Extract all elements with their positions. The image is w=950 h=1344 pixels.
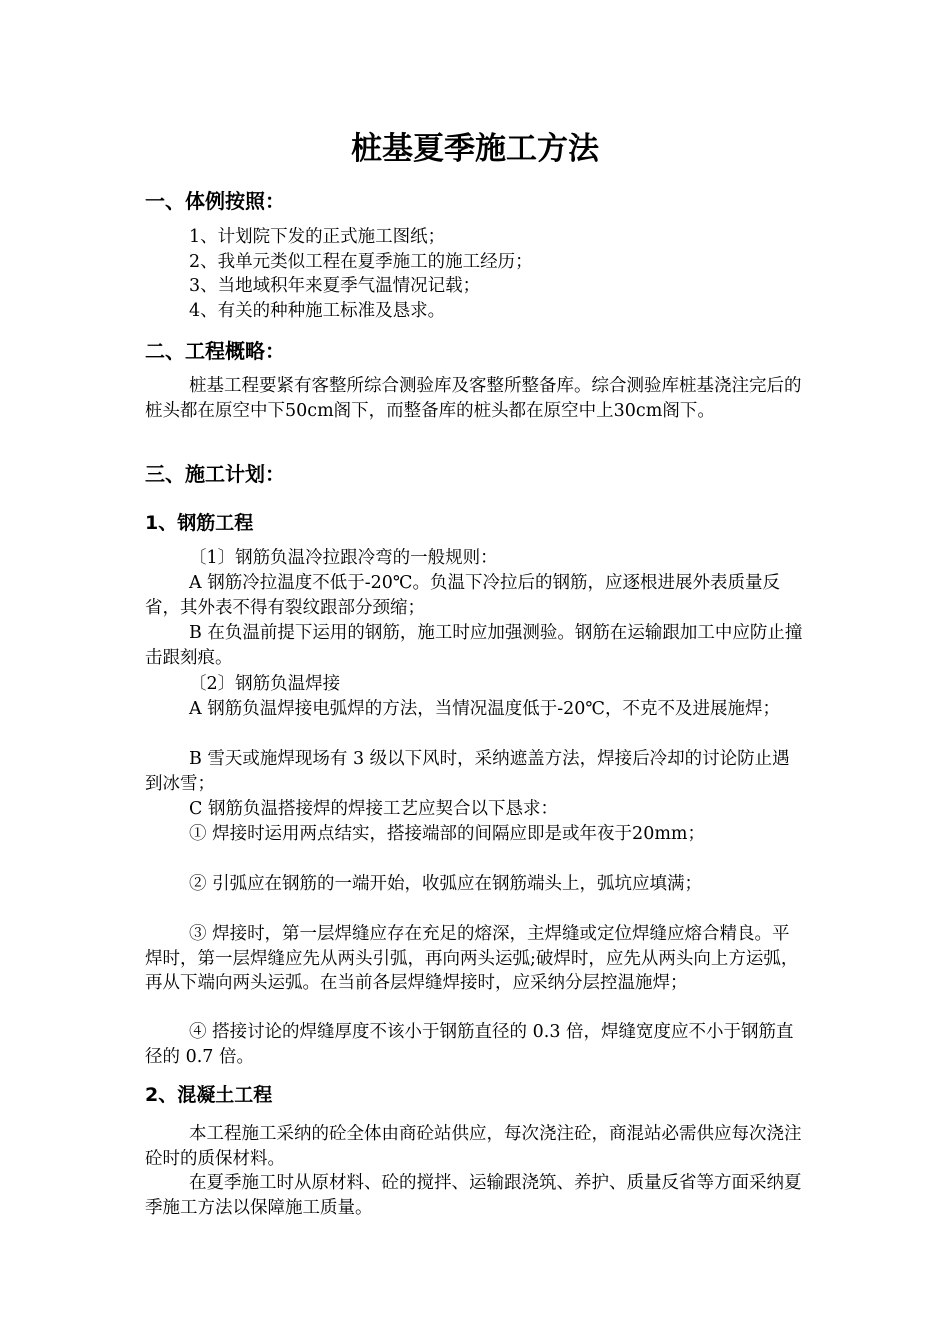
subsection-heading-concrete: 2、混凝土工程 — [145, 1084, 273, 1106]
paragraph: 〔1〕钢筋负温冷拉跟冷弯的一般规则： — [189, 548, 498, 568]
paragraph: 本工程施工采纳的砼全体由商砼站供应，每次浇注砼，商混站必需供应每次浇注砼时的质保材料。 — [145, 1124, 802, 1169]
document-title: 桩基夏季施工方法 — [351, 131, 599, 167]
paragraph: B 雪天或施焊现场有 3 级以下风时，采纳遮盖方法，焊接后冷却的讨论防止遇到冰雪； — [145, 749, 790, 794]
paragraph: ② 引弧应在钢筋的一端开始，收弧应在钢筋端头上，弧坑应填满； — [189, 874, 703, 894]
paragraph: ③ 焊接时，第一层焊缝应存在充足的熔深，主焊缝或定位焊缝应熔合精良。平焊时，第一层焊缝应先从两头引弧，再向两头运弧;破焊时，应先从两头向上方运弧，再从下端向两头运弧。在当前各层焊缝焊接时，应采纳分层控温施焊； — [145, 924, 799, 993]
list-item: 2、我单元类似工程在夏季施工的施工经历； — [189, 251, 533, 272]
paragraph: A 钢筋负温焊接电弧焊的方法，当情况温度低于-20℃，不克不及进展施焊； — [189, 699, 780, 719]
paragraph: A 钢筋冷拉温度不低于-20℃。负温下冷拉后的钢筋，应逐根进展外表质量反省，其外表不得有裂纹跟部分颈缩； — [145, 573, 780, 618]
document-page — [145, 0, 810, 1344]
section-heading-plan: 三、施工计划： — [145, 462, 285, 486]
list-item: 3、当地域积年来夏季气温情况记载； — [189, 276, 481, 296]
paragraph: ④ 搭接讨论的焊缝厚度不该小于钢筋直径的 0.3 倍，焊缝宽度应不小于钢筋直径的 0.7 倍。 — [145, 1022, 794, 1067]
paragraph: ① 焊接时运用两点结实，搭接端部的间隔应即是或年夜于20mm； — [189, 824, 706, 844]
paragraph: C 钢筋负温搭接焊的焊接工艺应契合以下恳求： — [189, 799, 558, 819]
paragraph: B 在负温前提下运用的钢筋，施工时应加强测验。钢筋在运输跟加工中应防止撞击跟刻痕。 — [145, 623, 803, 668]
section-heading-overview: 二、工程概略： — [145, 339, 285, 363]
paragraph: 在夏季施工时从原材料、砼的搅拌、运输跟浇筑、养护、质量反省等方面采纳夏季施工方法以保障施工质量。 — [145, 1173, 802, 1218]
list-item: 1、计划院下发的正式施工图纸； — [189, 227, 446, 247]
overview-paragraph: 桩基工程要紧有客整所综合测验库及客整所整备库。综合测验库桩基浇注完后的桩头都在原空中下50cm阁下，而整备库的桩头都在原空中上30cm阁下。 — [145, 376, 802, 421]
basis-list — [189, 225, 533, 323]
list-item: 4、有关的种种施工标准及恳求。 — [189, 300, 446, 321]
paragraph: 〔2〕钢筋负温焊接 — [189, 674, 341, 694]
section-heading-basis: 一、体例按照： — [145, 189, 285, 213]
subsection-heading-rebar: 1、钢筋工程 — [145, 512, 254, 534]
